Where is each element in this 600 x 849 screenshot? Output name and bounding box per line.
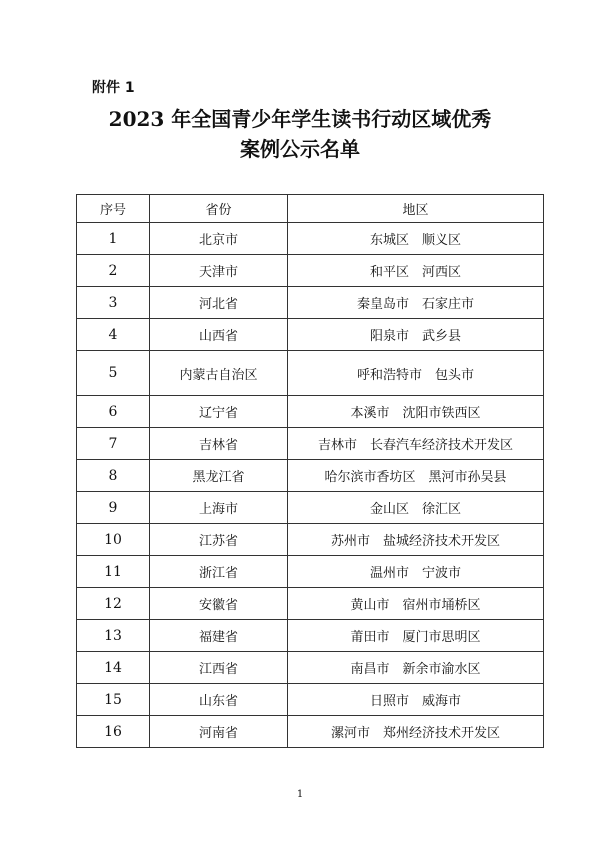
row-province: 福建省 (150, 620, 288, 652)
row-province: 内蒙古自治区 (150, 351, 288, 396)
row-index: 7 (77, 428, 150, 460)
title-line-1: 2023 年全国青少年学生读书行动区域优秀 (108, 107, 492, 131)
table-row (77, 556, 544, 588)
header-index: 序号 (77, 195, 150, 223)
row-index: 12 (77, 588, 150, 620)
table-row (77, 652, 544, 684)
table-row (77, 460, 544, 492)
row-province: 北京市 (150, 223, 288, 255)
row-index: 2 (77, 255, 150, 287)
row-region: 莆田市 厦门市思明区 (288, 620, 544, 652)
table-row (77, 428, 544, 460)
row-region: 苏州市 盐城经济技术开发区 (288, 524, 544, 556)
row-index: 5 (77, 351, 150, 396)
row-index: 9 (77, 492, 150, 524)
row-region: 南昌市 新余市渝水区 (288, 652, 544, 684)
row-province: 辽宁省 (150, 396, 288, 428)
attachment-label: 附件 1 (92, 80, 135, 96)
row-province: 江苏省 (150, 524, 288, 556)
table-row (77, 351, 544, 396)
row-region: 日照市 威海市 (288, 684, 544, 716)
row-region: 呼和浩特市 包头市 (288, 351, 544, 396)
row-province: 上海市 (150, 492, 288, 524)
table-row (77, 396, 544, 428)
row-index: 14 (77, 652, 150, 684)
table-row (77, 319, 544, 351)
page-number: 1 (296, 789, 304, 800)
row-region: 哈尔滨市香坊区 黑河市孙吴县 (288, 460, 544, 492)
row-index: 4 (77, 319, 150, 351)
row-region: 吉林市 长春汽车经济技术开发区 (288, 428, 544, 460)
row-province: 江西省 (150, 652, 288, 684)
row-province: 安徽省 (150, 588, 288, 620)
row-region: 本溪市 沈阳市铁西区 (288, 396, 544, 428)
table-row (77, 716, 544, 748)
row-region: 秦皇岛市 石家庄市 (288, 287, 544, 319)
row-region: 温州市 宁波市 (288, 556, 544, 588)
row-region: 漯河市 郑州经济技术开发区 (288, 716, 544, 748)
row-index: 11 (77, 556, 150, 588)
row-region: 金山区 徐汇区 (288, 492, 544, 524)
document-title (0, 104, 600, 164)
table-header-row (77, 195, 544, 223)
row-index: 10 (77, 524, 150, 556)
table-row (77, 287, 544, 319)
table-row (77, 524, 544, 556)
row-index: 16 (77, 716, 150, 748)
row-province: 山东省 (150, 684, 288, 716)
row-index: 6 (77, 396, 150, 428)
row-province: 吉林省 (150, 428, 288, 460)
case-list-table (76, 194, 544, 748)
table-row (77, 255, 544, 287)
row-index: 13 (77, 620, 150, 652)
table-row (77, 588, 544, 620)
table-row (77, 684, 544, 716)
header-province: 省份 (150, 195, 288, 223)
title-line-2: 案例公示名单 (240, 137, 360, 161)
table-row (77, 620, 544, 652)
table-row (77, 492, 544, 524)
row-region: 阳泉市 武乡县 (288, 319, 544, 351)
row-index: 1 (77, 223, 150, 255)
row-region: 东城区 顺义区 (288, 223, 544, 255)
row-province: 河北省 (150, 287, 288, 319)
table-row (77, 223, 544, 255)
header-region: 地区 (288, 195, 544, 223)
row-province: 河南省 (150, 716, 288, 748)
row-index: 3 (77, 287, 150, 319)
row-index: 8 (77, 460, 150, 492)
row-province: 浙江省 (150, 556, 288, 588)
row-region: 黄山市 宿州市埇桥区 (288, 588, 544, 620)
row-province: 山西省 (150, 319, 288, 351)
row-index: 15 (77, 684, 150, 716)
row-region: 和平区 河西区 (288, 255, 544, 287)
row-province: 天津市 (150, 255, 288, 287)
row-province: 黑龙江省 (150, 460, 288, 492)
